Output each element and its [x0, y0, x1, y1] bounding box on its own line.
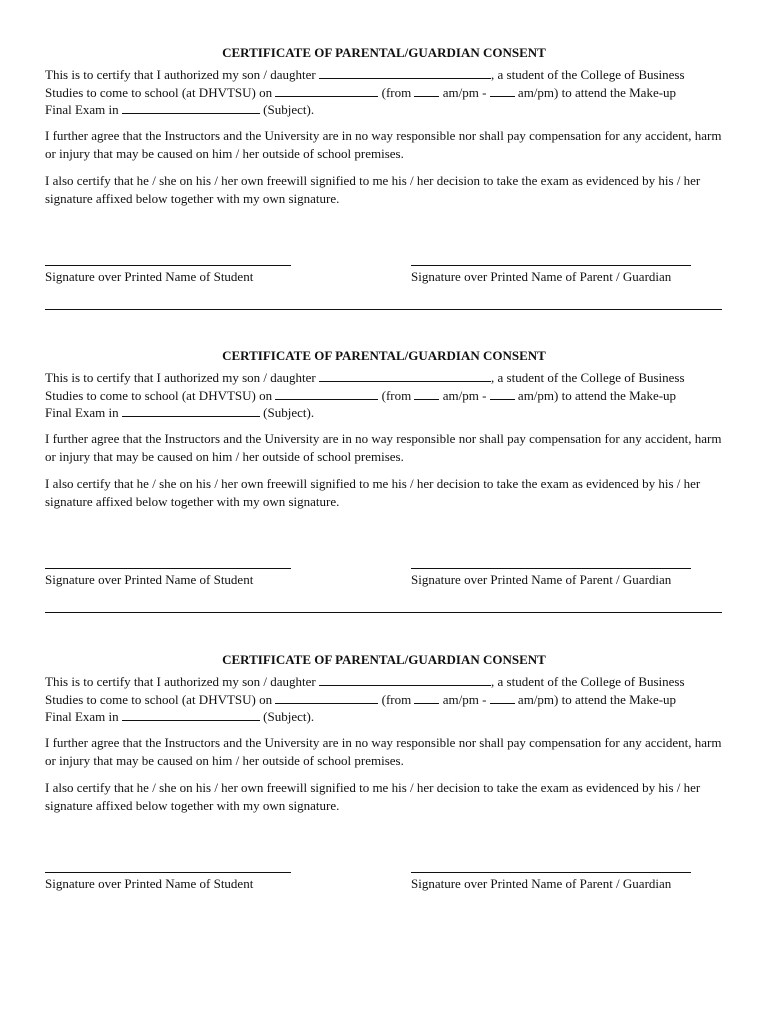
date-blank[interactable] — [275, 691, 378, 704]
text: Final Exam in — [45, 102, 119, 117]
text: Final Exam in — [45, 405, 119, 420]
student-signature-line[interactable]: Signature over Printed Name of Student — [45, 872, 291, 892]
text: This is to certify that I authorized my son / daughter — [45, 674, 316, 689]
text: (from — [381, 84, 412, 100]
liability-paragraph: I further agree that the Instructors and the University are in no way responsible nor shall pay compensation for any accident, harm or injury that may be caused on him / her outside of school premises. — [45, 127, 722, 161]
authorization-paragraph — [45, 369, 723, 422]
end-time-blank[interactable] — [490, 691, 515, 704]
text: Studies to come to school (at DHVTSU) on — [45, 387, 273, 403]
date-blank[interactable] — [275, 84, 378, 97]
text: Studies to come to school (at DHVTSU) on — [45, 691, 273, 707]
certificate-title: CERTIFICATE OF PARENTAL/GUARDIAN CONSENT — [222, 45, 546, 60]
text: am/pm) to attend the Make-up — [517, 387, 677, 403]
liability-paragraph: I further agree that the Instructors and the University are in no way responsible nor shall pay compensation for any accident, harm or injury that may be caused on him / her outside of school premises. — [45, 430, 722, 464]
authorization-paragraph — [45, 66, 723, 119]
text: am/pm - — [442, 84, 487, 100]
certificate-title: CERTIFICATE OF PARENTAL/GUARDIAN CONSENT — [222, 348, 546, 363]
student-signature-line[interactable]: Signature over Printed Name of Student — [45, 265, 291, 285]
cut-line-divider — [45, 612, 722, 613]
parent-signature-line[interactable]: Signature over Printed Name of Parent / Guardian — [411, 568, 691, 588]
start-time-blank[interactable] — [414, 387, 439, 400]
authorization-paragraph — [45, 673, 723, 726]
parent-signature-line[interactable]: Signature over Printed Name of Parent / Guardian — [411, 265, 691, 285]
signature-row — [45, 265, 723, 291]
consent-certificate-1 — [45, 44, 723, 291]
text: This is to certify that I authorized my son / daughter — [45, 67, 316, 82]
certification-paragraph: I also certify that he / she on his / her own freewill signified to me his / her decision to take the exam as evidenced by his / her signature affixed below together with my own signature. — [45, 779, 701, 813]
liability-paragraph: I further agree that the Instructors and the University are in no way responsible nor shall pay compensation for any accident, harm or injury that may be caused on him / her outside of school premises. — [45, 734, 722, 768]
text: , a student of the College of Business — [491, 674, 685, 689]
end-time-blank[interactable] — [490, 387, 515, 400]
student-name-blank[interactable] — [319, 369, 491, 382]
text: , a student of the College of Business — [491, 370, 685, 385]
certification-paragraph: I also certify that he / she on his / her own freewill signified to me his / her decision to take the exam as evidenced by his / her signature affixed below together with my own signature. — [45, 475, 701, 509]
text: (from — [381, 691, 412, 707]
consent-certificate-2 — [45, 347, 723, 594]
text: (Subject). — [263, 709, 315, 724]
text: am/pm - — [442, 691, 487, 707]
student-name-blank[interactable] — [319, 673, 491, 686]
text: am/pm) to attend the Make-up — [517, 84, 677, 100]
consent-certificate-3 — [45, 651, 723, 898]
date-blank[interactable] — [275, 387, 378, 400]
text: (from — [381, 387, 412, 403]
text: am/pm - — [442, 387, 487, 403]
end-time-blank[interactable] — [490, 84, 515, 97]
text: This is to certify that I authorized my son / daughter — [45, 370, 316, 385]
subject-blank[interactable] — [122, 404, 260, 417]
text: (Subject). — [263, 102, 315, 117]
cut-line-divider — [45, 309, 722, 310]
text: am/pm) to attend the Make-up — [517, 691, 677, 707]
start-time-blank[interactable] — [414, 691, 439, 704]
text: Final Exam in — [45, 709, 119, 724]
student-name-blank[interactable] — [319, 66, 491, 79]
subject-blank[interactable] — [122, 708, 260, 721]
signature-row — [45, 872, 723, 898]
subject-blank[interactable] — [122, 101, 260, 114]
signature-row — [45, 568, 723, 594]
text: Studies to come to school (at DHVTSU) on — [45, 84, 273, 100]
certificate-title: CERTIFICATE OF PARENTAL/GUARDIAN CONSENT — [222, 652, 546, 667]
parent-signature-line[interactable]: Signature over Printed Name of Parent / Guardian — [411, 872, 691, 892]
student-signature-line[interactable]: Signature over Printed Name of Student — [45, 568, 291, 588]
text: , a student of the College of Business — [491, 67, 685, 82]
text: (Subject). — [263, 405, 315, 420]
start-time-blank[interactable] — [414, 84, 439, 97]
certification-paragraph: I also certify that he / she on his / her own freewill signified to me his / her decision to take the exam as evidenced by his / her signature affixed below together with my own signature. — [45, 172, 701, 206]
